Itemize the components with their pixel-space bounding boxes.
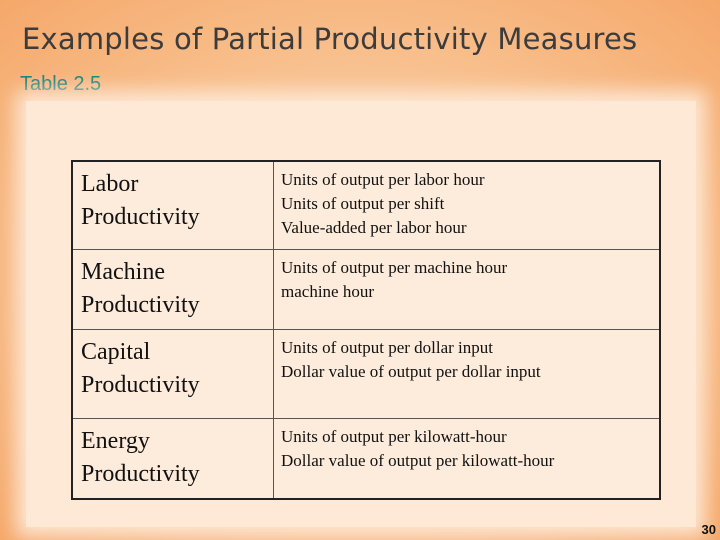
measure-text: Units of output per shift: [281, 194, 445, 213]
category-label: Productivity: [81, 204, 200, 230]
page-number: 30: [701, 522, 716, 537]
category-cell: [72, 161, 274, 249]
category-label: Capital: [81, 338, 151, 365]
measures-cell: [274, 161, 661, 249]
measures-cell: [274, 249, 661, 329]
measure-text: Units of output per machine hour: [281, 257, 508, 277]
category-label: Productivity: [81, 291, 200, 318]
category-cell: [72, 418, 274, 499]
measure-text: Units of output per kilowatt-hour: [281, 426, 507, 446]
category-label: Labor: [81, 171, 139, 197]
category-cell: [72, 249, 274, 329]
category-label: Productivity: [81, 371, 200, 398]
measures-cell: [274, 329, 661, 418]
measure-text: Units of output per labor hour: [281, 170, 485, 189]
measure-text: Dollar value of output per kilowatt-hour: [281, 450, 555, 470]
category-label: Energy: [81, 427, 150, 454]
measure-text: Dollar value of output per dollar input: [281, 361, 541, 381]
category-label: Machine: [81, 258, 165, 285]
measure-text: Value-added per labor hour: [281, 218, 467, 237]
table-row-machine: [72, 249, 660, 329]
table-row-capital: [72, 329, 660, 418]
table-caption: Table 2.5: [20, 73, 102, 95]
slide-title: Examples of Partial Productivity Measures: [22, 22, 638, 56]
table-row-energy: [72, 418, 660, 499]
measures-cell: [274, 418, 661, 499]
measure-text: machine hour: [281, 281, 374, 301]
category-label: Productivity: [81, 460, 200, 487]
category-cell: [72, 329, 274, 418]
table-row-labor: [72, 161, 660, 249]
measure-text: Units of output per dollar input: [281, 337, 494, 357]
productivity-measures-table: [71, 160, 661, 500]
